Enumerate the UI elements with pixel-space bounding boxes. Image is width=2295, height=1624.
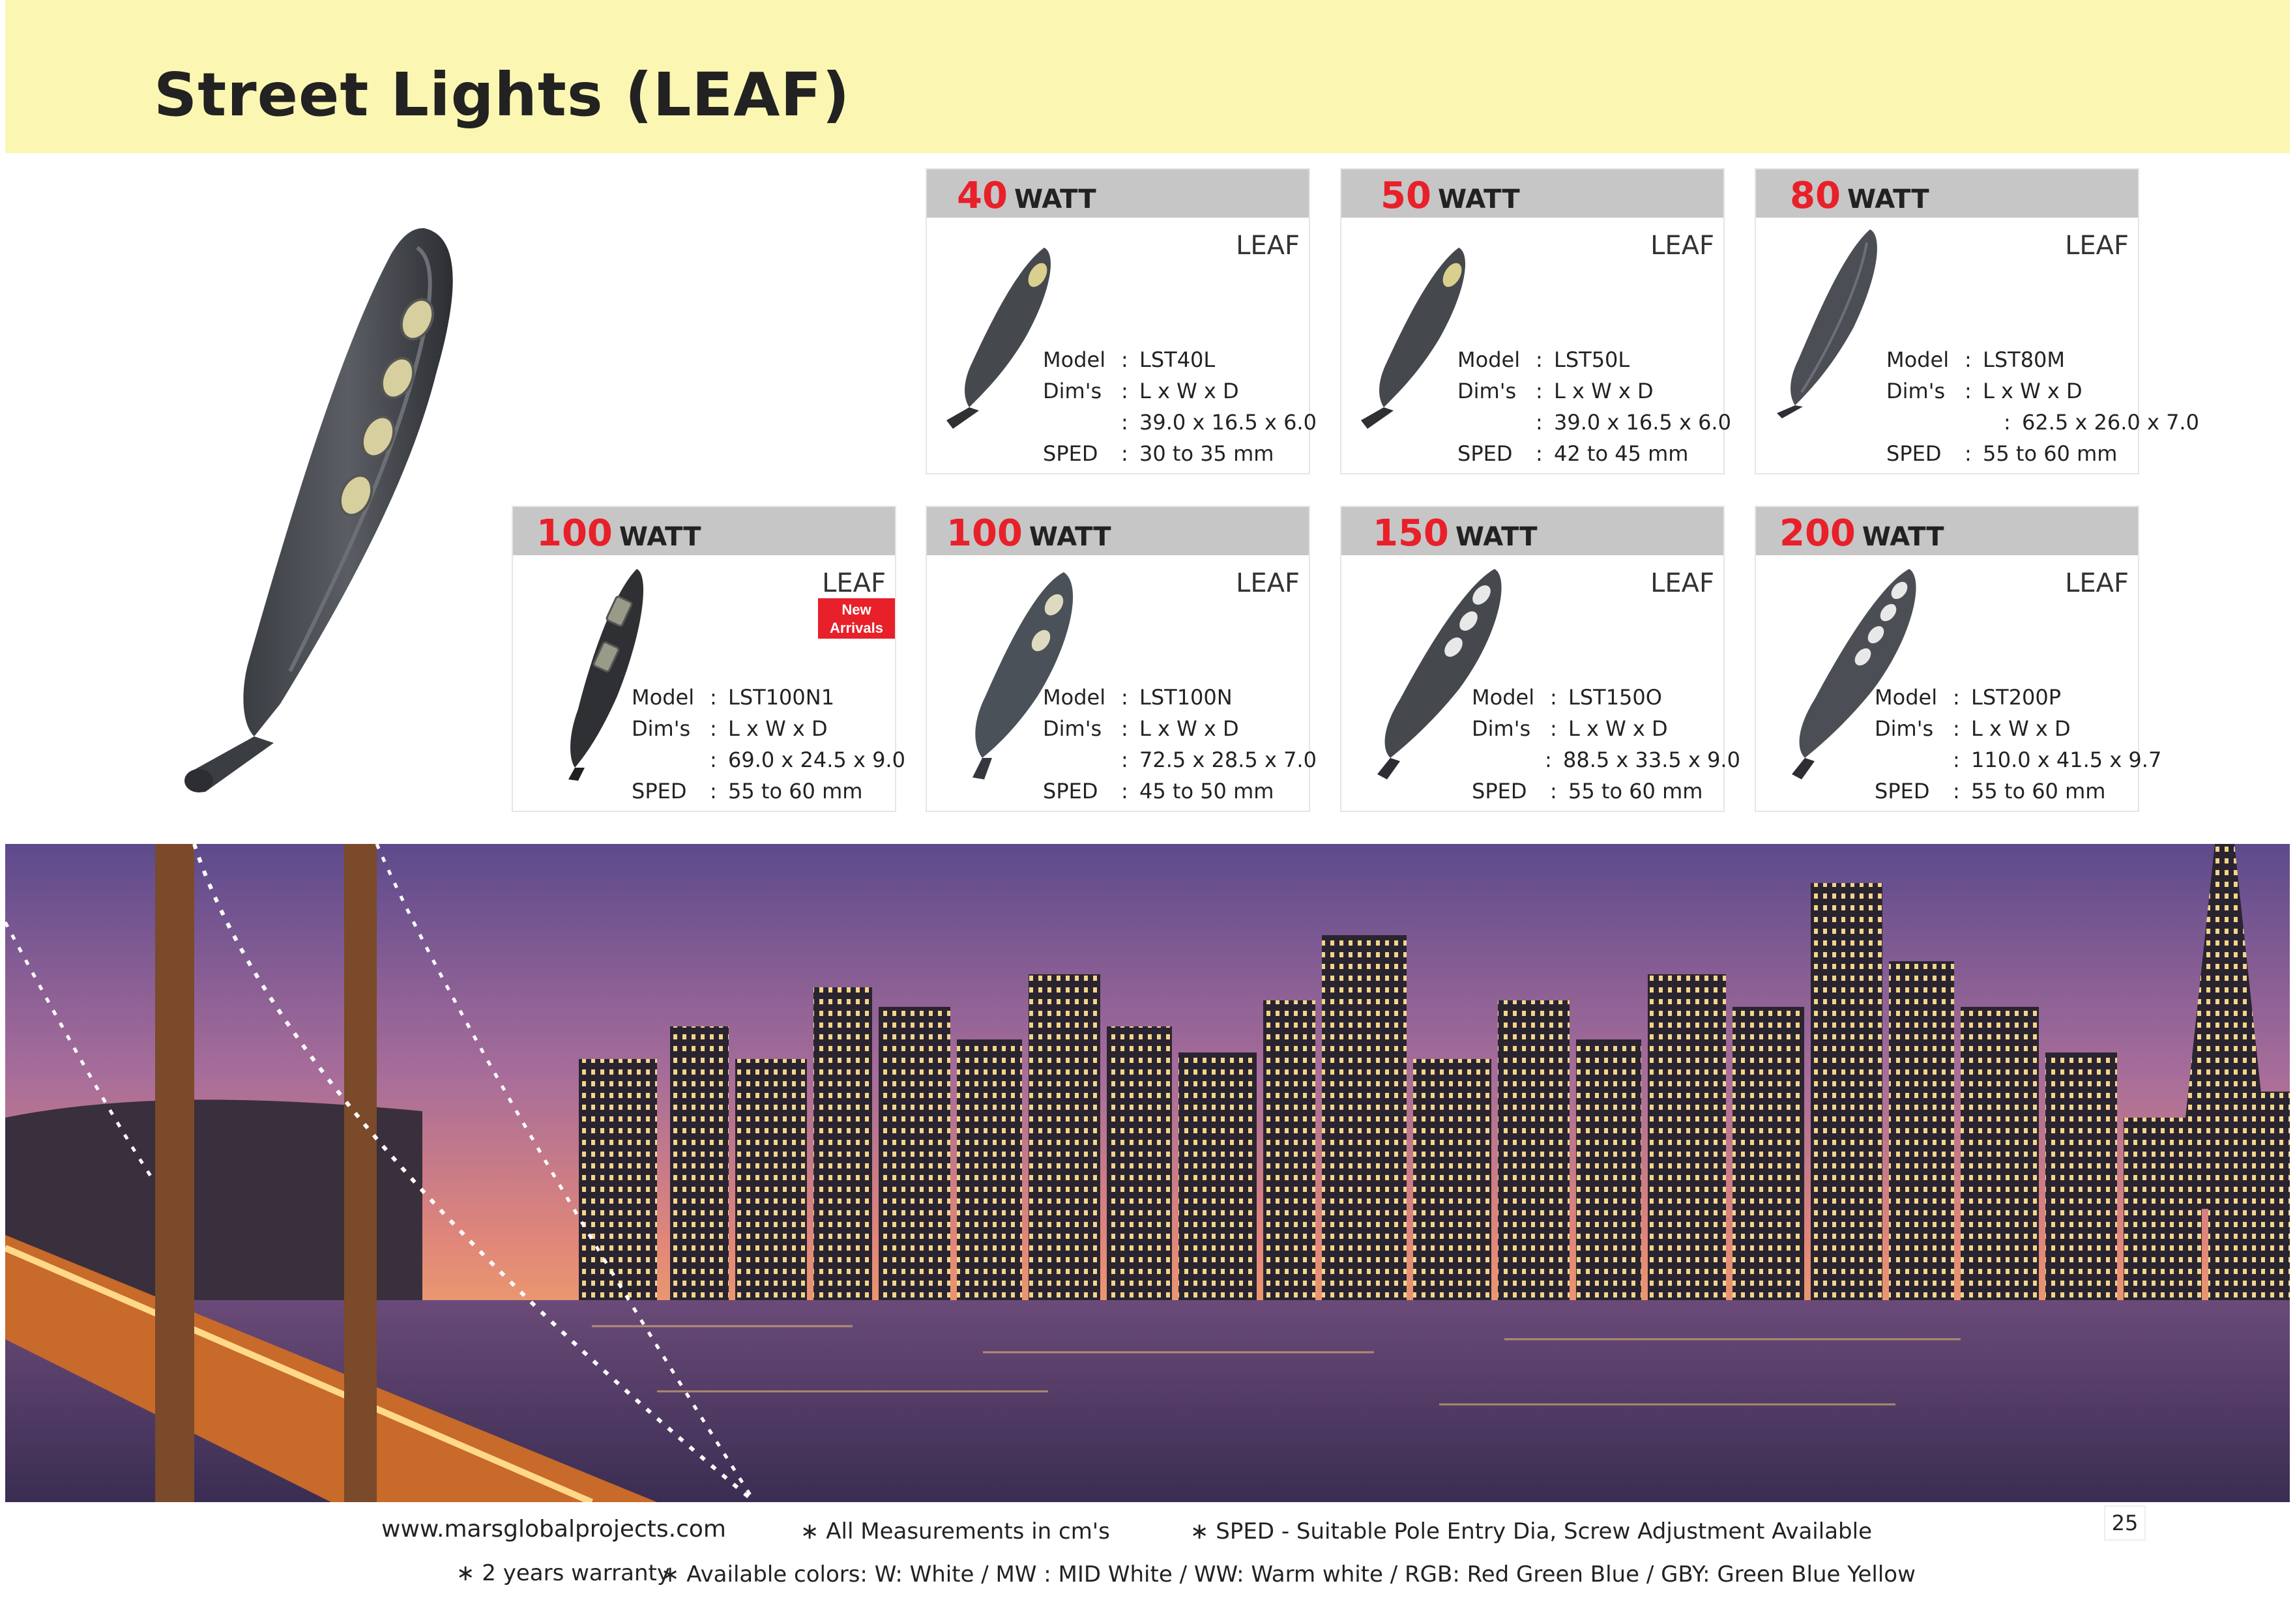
sped-value: 42 to 45 mm bbox=[1554, 441, 1689, 466]
product-type: LEAF bbox=[1650, 568, 1714, 598]
model-number: LST100N1 bbox=[728, 685, 835, 710]
model-label: Model bbox=[632, 685, 695, 710]
model-number: LST150O bbox=[1568, 685, 1662, 710]
page-number: 25 bbox=[2104, 1505, 2146, 1541]
page-title: Street Lights (LEAF) bbox=[154, 60, 851, 130]
model-label: Model bbox=[1875, 685, 1938, 710]
dims-format: L x W x D bbox=[1983, 379, 2083, 403]
dims-format: L x W x D bbox=[1554, 379, 1654, 403]
watt-value: 200 bbox=[1779, 512, 1856, 555]
watt-unit: WATT bbox=[1847, 184, 1929, 214]
dims-value: 39.0 x 16.5 x 6.0 bbox=[1554, 410, 1731, 435]
title-banner bbox=[5, 0, 2290, 153]
watt-unit: WATT bbox=[1455, 522, 1538, 552]
sped-label: SPED bbox=[1043, 779, 1098, 804]
sped-label: SPED bbox=[1472, 779, 1527, 804]
model-number: LST80M bbox=[1983, 347, 2066, 372]
note-sped: ∗ SPED - Suitable Pole Entry Dia, Screw Adjustment Available bbox=[1190, 1518, 1872, 1544]
product-card-200w bbox=[1755, 506, 2162, 812]
dims-format: L x W x D bbox=[1139, 379, 1239, 403]
dims-value: 69.0 x 24.5 x 9.0 bbox=[728, 747, 905, 772]
watt-value: 100 bbox=[536, 512, 613, 555]
specs: Model : LST150O Dim's : L x W x D : 88.5 x 33.5 x 9.0 SPED : 55 to 60 mm bbox=[1472, 682, 1740, 807]
product-type: LEAF bbox=[822, 568, 886, 598]
city-skyline-photo bbox=[5, 844, 2290, 1502]
dims-value: 110.0 x 41.5 x 9.7 bbox=[1971, 747, 2162, 772]
model-label: Model bbox=[1457, 347, 1521, 372]
specs: Model : LST40L Dim's : L x W x D : 39.0 x 16.5 x 6.0 SPED : 30 to 35 mm bbox=[1043, 344, 1317, 469]
watt-value: 80 bbox=[1790, 175, 1841, 217]
watt-unit: WATT bbox=[1014, 184, 1096, 214]
sped-value: 45 to 50 mm bbox=[1139, 779, 1274, 804]
product-card-100w-n1 bbox=[512, 506, 905, 812]
dims-format: L x W x D bbox=[1971, 716, 2071, 741]
dims-format: L x W x D bbox=[728, 716, 828, 741]
model-label: Model bbox=[1043, 685, 1106, 710]
dims-value: 62.5 x 26.0 x 7.0 bbox=[2022, 410, 2199, 435]
watt-value: 50 bbox=[1381, 175, 1431, 217]
sped-value: 55 to 60 mm bbox=[1568, 779, 1703, 804]
dims-value: 72.5 x 28.5 x 7.0 bbox=[1139, 747, 1317, 772]
watt-value: 40 bbox=[957, 175, 1008, 217]
card-header bbox=[927, 169, 1309, 218]
specs: Model : LST50L Dim's : L x W x D : 39.0 x 16.5 x 6.0 SPED : 42 to 45 mm bbox=[1457, 344, 1731, 469]
card-header bbox=[1341, 507, 1723, 555]
model-number: LST40L bbox=[1139, 347, 1216, 372]
card-header bbox=[1756, 507, 2138, 555]
sped-value: 30 to 35 mm bbox=[1139, 441, 1274, 466]
dims-label: Dim's bbox=[1472, 716, 1531, 741]
watt-value: 100 bbox=[946, 512, 1023, 555]
product-type: LEAF bbox=[1236, 231, 1300, 261]
sped-label: SPED bbox=[632, 779, 687, 804]
note-warranty: ∗ 2 years warranty bbox=[456, 1560, 670, 1586]
model-number: LST100N bbox=[1139, 685, 1233, 710]
sped-value: 55 to 60 mm bbox=[728, 779, 863, 804]
hero-street-light-image bbox=[176, 222, 469, 795]
card-header bbox=[927, 507, 1309, 555]
specs: Model : LST200P Dim's : L x W x D : 110.0 x 41.5 x 9.7 SPED : 55 to 60 mm bbox=[1875, 682, 2161, 807]
specs: Model : LST80M Dim's : L x W x D : 62.5 x 26.0 x 7.0 SPED : 55 to 60 mm bbox=[1886, 344, 2199, 469]
model-label: Model bbox=[1886, 347, 1950, 372]
dims-label: Dim's bbox=[632, 716, 691, 741]
product-card-100w bbox=[926, 506, 1317, 812]
street-light-image bbox=[1762, 223, 1893, 418]
product-card-80w bbox=[1755, 168, 2199, 474]
specs: Model : LST100N Dim's : L x W x D : 72.5 x 28.5 x 7.0 SPED : 45 to 50 mm bbox=[1043, 682, 1317, 807]
sped-label: SPED bbox=[1043, 441, 1098, 466]
dims-label: Dim's bbox=[1457, 379, 1517, 403]
product-type: LEAF bbox=[2065, 231, 2129, 261]
website-link[interactable]: www.marsglobalprojects.com bbox=[381, 1516, 726, 1543]
dims-label: Dim's bbox=[1886, 379, 1946, 403]
product-card-150w bbox=[1340, 506, 1740, 812]
new-arrivals-badge: New Arrivals bbox=[818, 598, 895, 639]
watt-unit: WATT bbox=[1029, 522, 1111, 552]
dims-format: L x W x D bbox=[1139, 716, 1239, 741]
model-label: Model bbox=[1043, 347, 1106, 372]
model-label: Model bbox=[1472, 685, 1535, 710]
card-header bbox=[1756, 169, 2138, 218]
dims-format: L x W x D bbox=[1568, 716, 1668, 741]
sped-label: SPED bbox=[1875, 779, 1930, 804]
specs: Model : LST100N1 Dim's : L x W x D : 69.0 x 24.5 x 9.0 SPED : 55 to 60 mm bbox=[632, 682, 905, 807]
watt-unit: WATT bbox=[619, 522, 701, 552]
product-type: LEAF bbox=[2065, 568, 2129, 598]
sped-label: SPED bbox=[1457, 441, 1513, 466]
product-type: LEAF bbox=[1650, 231, 1714, 261]
product-type: LEAF bbox=[1236, 568, 1300, 598]
product-card-40w bbox=[926, 168, 1317, 474]
watt-unit: WATT bbox=[1437, 184, 1520, 214]
sped-value: 55 to 60 mm bbox=[1971, 779, 2106, 804]
note-colors: ∗ Available colors: W: White / MW : MID White / WW: Warm white / RGB: Red Green Blue / GBY: Green Blue Yellow bbox=[661, 1561, 1916, 1588]
model-number: LST50L bbox=[1554, 347, 1630, 372]
dims-value: 88.5 x 33.5 x 9.0 bbox=[1563, 747, 1740, 772]
product-card-50w bbox=[1340, 168, 1731, 474]
dims-label: Dim's bbox=[1043, 716, 1102, 741]
dims-label: Dim's bbox=[1043, 379, 1102, 403]
watt-value: 150 bbox=[1373, 512, 1449, 555]
model-number: LST200P bbox=[1971, 685, 2062, 710]
dims-value: 39.0 x 16.5 x 6.0 bbox=[1139, 410, 1317, 435]
note-measurements: ∗ All Measurements in cm's bbox=[800, 1518, 1110, 1544]
card-header bbox=[1341, 169, 1723, 218]
card-header bbox=[513, 507, 895, 555]
dims-label: Dim's bbox=[1875, 716, 1934, 741]
watt-unit: WATT bbox=[1862, 522, 1944, 552]
sped-label: SPED bbox=[1886, 441, 1942, 466]
sped-value: 55 to 60 mm bbox=[1983, 441, 2118, 466]
